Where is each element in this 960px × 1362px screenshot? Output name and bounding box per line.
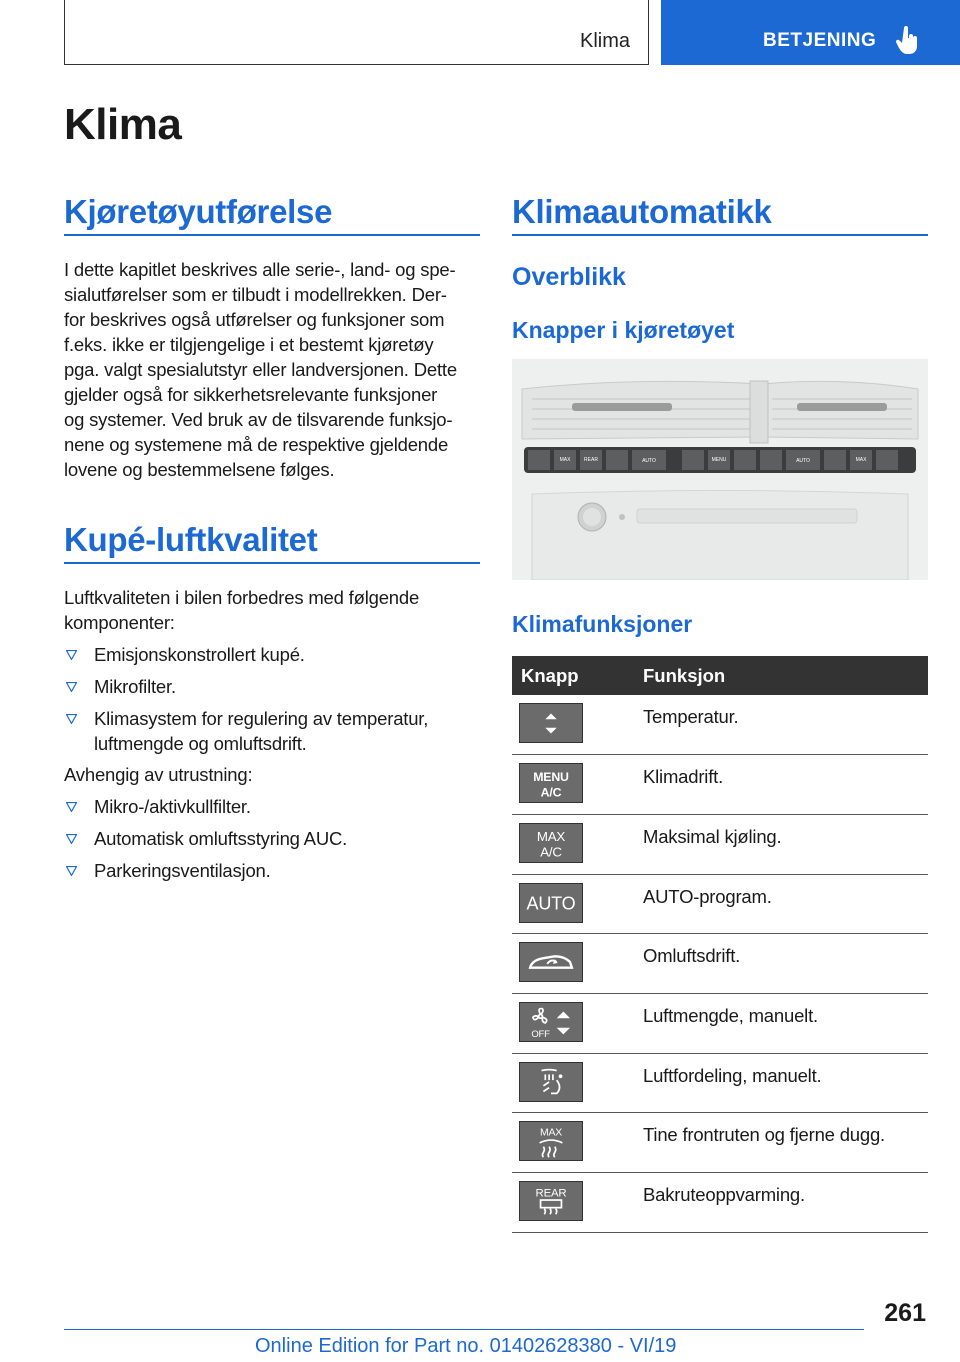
function-text: Luftmengde, manuelt. bbox=[643, 993, 928, 1053]
table-row bbox=[512, 874, 928, 934]
air-distribution-icon bbox=[519, 1062, 583, 1102]
header-chapter-tab[interactable] bbox=[661, 0, 960, 65]
para-line: I dette kapitlet beskrives alle serie-, land- og spe- bbox=[64, 259, 456, 280]
list-item-text: Parkeringsventilasjon. bbox=[94, 860, 271, 881]
photo-button-label: REAR bbox=[584, 457, 598, 463]
recirculation-icon bbox=[519, 942, 583, 982]
list-item-text: Emisjonskonstrollert kupé. bbox=[94, 644, 305, 665]
equipment-paragraph: Avhengig av utrustning: bbox=[64, 764, 253, 785]
function-text: Tine frontruten og fjerne dugg. bbox=[643, 1113, 928, 1173]
footer-edition: Online Edition for Part no. 01402628380 - VI/19 bbox=[255, 1335, 677, 1357]
para-line: gjelder også for sikkerhetsrelevante funksjoner bbox=[64, 384, 438, 405]
para-line: Luftkvaliteten i bilen forbedres med følgende bbox=[64, 587, 420, 608]
function-text: Bakruteoppvarming. bbox=[643, 1173, 928, 1233]
button-label: MAX A/C bbox=[536, 828, 566, 860]
photo-button-label: AUTO bbox=[796, 458, 810, 464]
column-header-function: Funksjon bbox=[643, 656, 928, 695]
table-row bbox=[512, 695, 928, 755]
para-line: komponenter: bbox=[64, 612, 175, 633]
button-label: AUTO bbox=[526, 893, 576, 914]
temperature-arrows-icon bbox=[519, 703, 583, 743]
list-item bbox=[64, 642, 480, 667]
para-line: lovene og bestemmelsene følges. bbox=[64, 459, 335, 480]
pointing-hand-icon bbox=[896, 26, 920, 56]
list-item bbox=[64, 794, 480, 819]
button-label: REAR bbox=[535, 1187, 567, 1200]
rear-defrost-icon bbox=[519, 1181, 583, 1221]
list-item bbox=[64, 826, 480, 851]
list-item-text: Klimasystem for regulering av temperatur, bbox=[94, 708, 429, 729]
list-item bbox=[64, 674, 480, 699]
para-line: for beskrives også utførelser og funksjoner som bbox=[64, 309, 445, 330]
table-row bbox=[512, 814, 928, 874]
list-item bbox=[64, 706, 480, 756]
heading-rule bbox=[512, 234, 928, 236]
header-chapter-title: BETJENING bbox=[763, 30, 877, 51]
list-item-text: Mikrofilter. bbox=[94, 676, 176, 697]
photo-button-label: MAX bbox=[559, 457, 571, 463]
table-row bbox=[512, 1053, 928, 1113]
heading-rule bbox=[64, 562, 480, 564]
air-quality-paragraph bbox=[64, 585, 480, 635]
para-line: nene og systemene må de respektive gjeldende bbox=[64, 434, 449, 455]
triangle-bullet-icon bbox=[66, 834, 77, 844]
heading-buttons-in-vehicle: Knapper i kjøretøyet bbox=[512, 317, 735, 343]
auto-icon bbox=[519, 883, 583, 923]
para-line: pga. valgt spesialutstyr eller landversjonen. Dette bbox=[64, 359, 457, 380]
max-ac-icon bbox=[519, 823, 583, 863]
table-row bbox=[512, 1173, 928, 1233]
function-text: Maksimal kjøling. bbox=[643, 814, 928, 874]
table-header-row bbox=[512, 656, 928, 695]
footer-rule bbox=[64, 1329, 864, 1330]
triangle-bullet-icon bbox=[66, 866, 77, 876]
climate-panel-photo bbox=[512, 359, 928, 580]
header-section-box bbox=[64, 0, 649, 65]
equipment-list bbox=[64, 794, 480, 890]
photo-button-label: MAX bbox=[855, 457, 867, 463]
column-header-button: Knapp bbox=[512, 656, 643, 695]
heading-cabin-air-quality: Kupé-luftkvalitet bbox=[64, 521, 318, 558]
triangle-bullet-icon bbox=[66, 802, 77, 812]
table-row bbox=[512, 934, 928, 994]
list-item-text: Mikro-/aktivkullfilter. bbox=[94, 796, 251, 817]
intro-paragraph bbox=[64, 257, 480, 482]
para-line: sialutførelser som er tilbudt i modellrekken. Der- bbox=[64, 284, 447, 305]
heading-climate-functions: Klimafunksjoner bbox=[512, 611, 693, 637]
list-item bbox=[64, 858, 480, 883]
function-text: Klimadrift. bbox=[643, 755, 928, 815]
heading-climate-automatic: Klimaautomatikk bbox=[512, 193, 772, 230]
menu-ac-icon bbox=[519, 763, 583, 803]
button-label: MENU A/C bbox=[533, 770, 569, 800]
table-row bbox=[512, 755, 928, 815]
para-line: f.eks. ikke er tilgjengelige i et bestemt kjøretøy bbox=[64, 334, 434, 355]
photo-button-label: AUTO bbox=[642, 458, 656, 464]
list-item-text: Automatisk omluftsstyring AUC. bbox=[94, 828, 348, 849]
heading-overview: Overblikk bbox=[512, 263, 626, 291]
components-list bbox=[64, 642, 480, 763]
button-label: MAX bbox=[539, 1127, 563, 1139]
climate-panel-illustration bbox=[512, 359, 928, 580]
heading-vehicle-version: Kjøretøyutførelse bbox=[64, 193, 333, 230]
function-text: AUTO-program. bbox=[643, 874, 928, 934]
table-row bbox=[512, 1113, 928, 1173]
function-text: Temperatur. bbox=[643, 695, 928, 755]
max-defrost-icon bbox=[519, 1121, 583, 1161]
page-title: Klima bbox=[64, 100, 182, 149]
photo-button-label: MENU bbox=[711, 457, 727, 463]
page-number: 261 bbox=[884, 1299, 926, 1327]
climate-functions-table bbox=[512, 656, 928, 1233]
function-text: Luftfordeling, manuelt. bbox=[643, 1053, 928, 1113]
table-row bbox=[512, 993, 928, 1053]
para-line: og systemer. Ved bruk av de tilsvarende funksjo- bbox=[64, 409, 453, 430]
heading-rule bbox=[64, 234, 480, 236]
triangle-bullet-icon bbox=[66, 650, 77, 660]
fan-speed-icon bbox=[519, 1002, 583, 1042]
function-text: Omluftsdrift. bbox=[643, 934, 928, 994]
button-label: OFF bbox=[531, 1029, 550, 1041]
triangle-bullet-icon bbox=[66, 682, 77, 692]
list-item-text: luftmengde og omluftsdrift. bbox=[94, 733, 307, 754]
header-section-title: Klima bbox=[579, 30, 630, 52]
triangle-bullet-icon bbox=[66, 714, 77, 724]
